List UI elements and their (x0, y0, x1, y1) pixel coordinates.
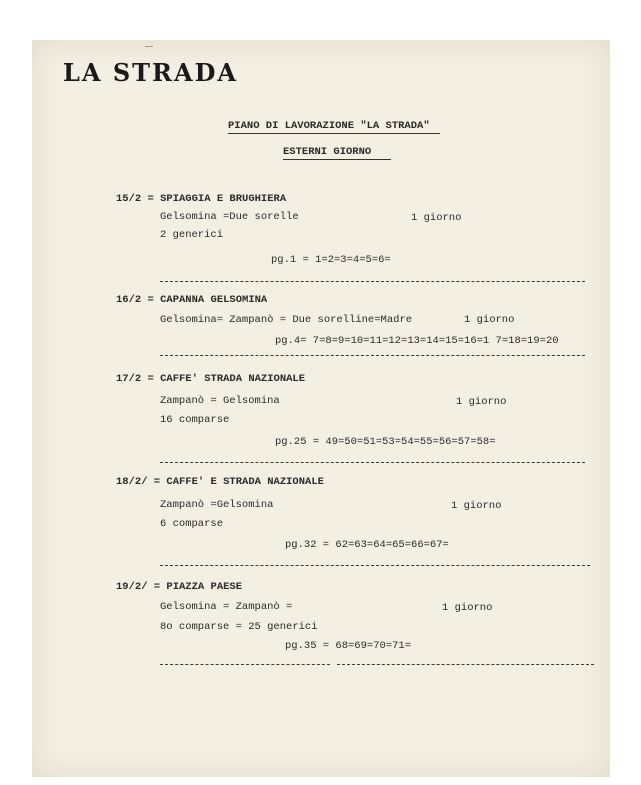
entry-duration: 1 giorno (442, 602, 493, 614)
entry-separator (160, 565, 590, 566)
entry-separator (160, 664, 330, 665)
pencil-mark (145, 46, 153, 47)
entry-date-location: 15/2 = SPIAGGIA E BRUGHIERA (116, 193, 287, 205)
entry-pages: pg.1 = 1=2=3=4=5=6= (271, 254, 391, 266)
entry-separator (160, 462, 585, 463)
entry-duration: 1 giorno (451, 500, 502, 512)
entry-pages: pg.35 = 68=69=70=71= (285, 640, 412, 652)
entry-date-location: 19/2/ = PIAZZA PAESE (116, 581, 243, 593)
document-title-text: PIANO DI LAVORAZIONE "LA STRADA" (228, 120, 430, 132)
entry-pages: pg.4= 7=8=9=10=11=12=13=14=15=16=1 7=18=19=20 (275, 335, 559, 347)
entry-duration: 1 giorno (464, 314, 515, 326)
entry-pages: pg.25 = 49=50=51=53=54=55=56=57=58= (275, 436, 496, 448)
entry-separator (160, 281, 585, 282)
entry-pages: pg.32 = 62=63=64=65=66=67= (285, 539, 449, 551)
entry-date-location: 16/2 = CAPANNA GELSOMINA (116, 294, 268, 306)
document-title (228, 120, 440, 134)
entry-extras: 2 generici (160, 229, 224, 241)
entry-cast: Gelsomina= Zampanò = Due sorelline=Madre (160, 314, 413, 326)
title-underline (228, 133, 440, 134)
entry-date-location: 17/2 = CAFFE' STRADA NAZIONALE (116, 373, 306, 385)
entry-extras: 6 comparse (160, 518, 224, 530)
entry-separator (337, 664, 594, 665)
entry-cast: Gelsomina = Zampanò = (160, 601, 293, 613)
entry-cast: Zampanò =Gelsomina (160, 499, 274, 511)
entry-duration: 1 giorno (411, 212, 462, 224)
subtitle-underline (283, 159, 391, 160)
entry-separator (160, 355, 585, 356)
entry-extras: 8o comparse = 25 generici (160, 621, 318, 633)
page-heading: LA STRADA (63, 58, 239, 87)
entry-cast: Gelsomina =Due sorelle (160, 211, 299, 223)
document-subtitle (283, 146, 391, 160)
document-subtitle-text: ESTERNI GIORNO (283, 146, 372, 158)
entry-cast: Zampanò = Gelsomina (160, 395, 280, 407)
entry-date-location: 18/2/ = CAFFE' E STRADA NAZIONALE (116, 476, 324, 488)
entry-extras: 16 comparse (160, 414, 230, 426)
entry-duration: 1 giorno (456, 396, 507, 408)
